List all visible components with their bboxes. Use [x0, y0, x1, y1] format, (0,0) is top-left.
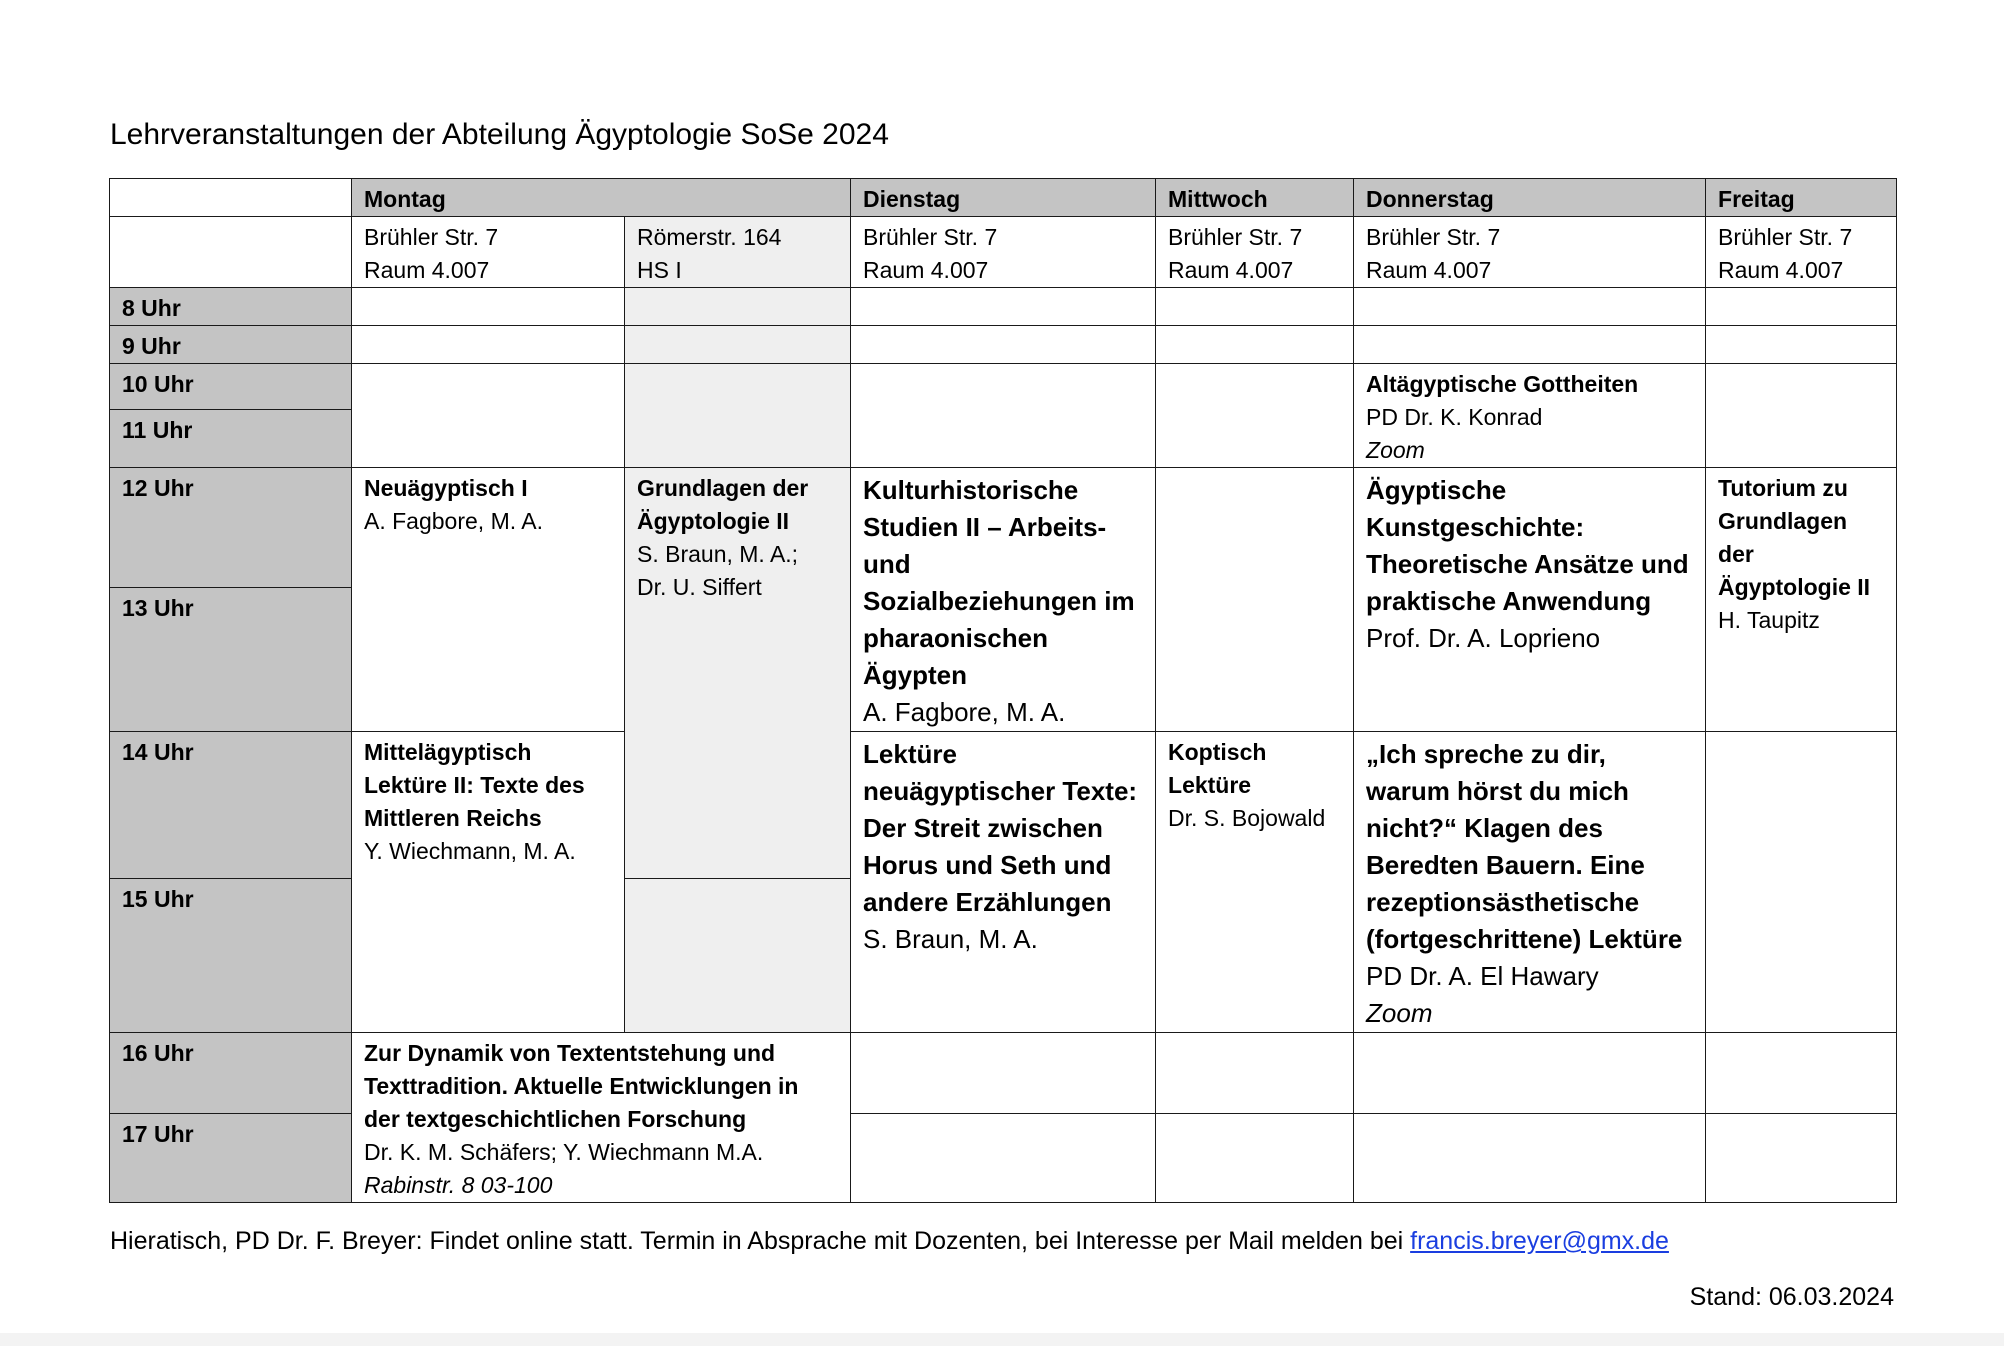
course-title: Kulturhistorische — [863, 475, 1079, 505]
course-lecturer: Dr. S. Bojowald — [1168, 805, 1326, 831]
course-lecturer: S. Braun, M. A.; — [637, 541, 799, 567]
room-street: Brühler Str. 7 — [364, 224, 499, 250]
room-mittwoch — [1156, 217, 1354, 288]
course-location-note: Zoom — [1366, 437, 1425, 463]
room-montag-brühler — [352, 217, 625, 288]
empty-cell — [1156, 326, 1354, 364]
time-label: 10 Uhr — [110, 364, 352, 410]
course-koptisch-lektuere — [1156, 732, 1354, 1033]
schedule-table — [109, 178, 1897, 1203]
corner-cell — [110, 179, 352, 217]
course-lecturer: A. Fagbore, M. A. — [364, 508, 543, 534]
course-neuaegyptisch-i — [352, 468, 625, 732]
empty-cell — [1354, 1114, 1706, 1203]
course-title: Studien II – Arbeits- — [863, 512, 1107, 542]
course-title: neuägyptischer Texte: — [863, 776, 1138, 806]
course-title: der — [1718, 541, 1754, 567]
course-lecturer: A. Fagbore, M. A. — [863, 697, 1066, 727]
course-title: Ägyptische — [1366, 475, 1507, 505]
empty-cell — [851, 364, 1156, 468]
course-title: Grundlagen — [1718, 508, 1848, 534]
empty-cell — [1156, 364, 1354, 468]
course-zur-dynamik-von-textentstehung — [352, 1033, 851, 1203]
page-bottom-band — [0, 1333, 2004, 1346]
course-title: „Ich spreche zu dir, — [1366, 739, 1606, 769]
course-title: Lektüre II: Texte des — [364, 772, 585, 798]
empty-cell — [352, 326, 625, 364]
time-label: 13 Uhr — [110, 588, 352, 732]
room-street: Brühler Str. 7 — [1366, 224, 1501, 250]
time-row-8 — [110, 288, 1897, 326]
day-header-dienstag: Dienstag — [851, 179, 1156, 217]
course-lecturer: Y. Wiechmann, M. A. — [364, 838, 576, 864]
time-label: 8 Uhr — [110, 288, 352, 326]
room-street: Römerstr. 164 — [637, 224, 782, 250]
course-grundlagen-aegyptologie-ii — [625, 468, 851, 879]
course-title: Tutorium zu — [1718, 475, 1848, 501]
course-title: nicht?“ Klagen des — [1366, 813, 1603, 843]
time-label: 9 Uhr — [110, 326, 352, 364]
course-kulturhistorische-studien-ii — [851, 468, 1156, 732]
room-donnerstag — [1354, 217, 1706, 288]
room-freitag — [1706, 217, 1897, 288]
empty-cell — [1156, 1033, 1354, 1114]
room-number: Raum 4.007 — [364, 257, 490, 283]
footnote-hieratisch — [110, 1224, 1669, 1258]
room-street: Brühler Str. 7 — [1718, 224, 1853, 250]
empty-cell — [1156, 288, 1354, 326]
empty-cell — [1156, 468, 1354, 732]
course-lecturer: Dr. U. Siffert — [637, 574, 762, 600]
course-lecturer: Dr. K. M. Schäfers; Y. Wiechmann M.A. — [364, 1139, 764, 1165]
course-title: andere Erzählungen — [863, 887, 1112, 917]
course-lecturer: S. Braun, M. A. — [863, 924, 1038, 954]
day-header-freitag: Freitag — [1706, 179, 1897, 217]
course-lektuere-neuaegyptischer-texte — [851, 732, 1156, 1033]
corner-cell — [110, 217, 352, 288]
course-title: Lektüre — [863, 739, 957, 769]
course-lecturer: PD Dr. A. El Hawary — [1366, 961, 1599, 991]
time-label: 14 Uhr — [110, 732, 352, 879]
time-label: 17 Uhr — [110, 1114, 352, 1203]
time-row-9 — [110, 326, 1897, 364]
course-title: Ägyptologie II — [637, 508, 790, 534]
course-location-note: Rabinstr. 8 03-100 — [364, 1172, 553, 1198]
course-title: und — [863, 549, 911, 579]
course-tutorium-grundlagen — [1706, 468, 1897, 732]
course-title: Texttradition. Aktuelle Entwicklungen in — [364, 1073, 799, 1099]
course-title: Ägypten — [863, 660, 968, 690]
course-mittelaegyptisch-lektuere-ii — [352, 732, 625, 1033]
empty-cell — [1354, 288, 1706, 326]
empty-cell — [625, 364, 851, 468]
course-title: Neuägyptisch I — [364, 475, 528, 501]
course-aegyptische-kunstgeschichte — [1354, 468, 1706, 732]
room-dienstag — [851, 217, 1156, 288]
day-header-row — [110, 179, 1897, 217]
course-title: Zur Dynamik von Textentstehung und — [364, 1040, 776, 1066]
course-title: Kunstgeschichte: — [1366, 512, 1585, 542]
course-location-note: Zoom — [1366, 998, 1433, 1028]
course-title: (fortgeschrittene) Lektüre — [1366, 924, 1683, 954]
time-label: 12 Uhr — [110, 468, 352, 588]
course-klagen-des-beredten-bauern — [1354, 732, 1706, 1033]
course-title: Lektüre — [1168, 772, 1252, 798]
empty-cell — [851, 288, 1156, 326]
time-row-12 — [110, 468, 1897, 588]
empty-cell — [1706, 732, 1897, 1033]
course-title: rezeptionsästhetische — [1366, 887, 1640, 917]
course-title: warum hörst du mich — [1366, 776, 1629, 806]
room-street: Brühler Str. 7 — [1168, 224, 1303, 250]
stand-date: Stand: 06.03.2024 — [1689, 1283, 1894, 1311]
room-number: Raum 4.007 — [1366, 257, 1492, 283]
day-header-montag: Montag — [352, 179, 851, 217]
time-row-16 — [110, 1033, 1897, 1114]
page-title: Lehrveranstaltungen der Abteilung Ägyptologie SoSe 2024 — [110, 118, 889, 151]
empty-cell — [352, 364, 625, 468]
course-title: Horus und Seth und — [863, 850, 1112, 880]
course-title: der textgeschichtlichen Forschung — [364, 1106, 747, 1132]
time-label: 16 Uhr — [110, 1033, 352, 1114]
room-number: Raum 4.007 — [1168, 257, 1294, 283]
empty-cell — [1706, 288, 1897, 326]
course-title: Beredten Bauern. Eine — [1366, 850, 1645, 880]
empty-cell — [625, 878, 851, 1032]
room-montag-römerstr — [625, 217, 851, 288]
course-title: Mittelägyptisch — [364, 739, 532, 765]
course-title: Theoretische Ansätze und — [1366, 549, 1689, 579]
course-title: Mittleren Reichs — [364, 805, 542, 831]
empty-cell — [1706, 1033, 1897, 1114]
room-number: Raum 4.007 — [863, 257, 989, 283]
time-row-14 — [110, 732, 1897, 879]
course-title: Koptisch — [1168, 739, 1267, 765]
empty-cell — [1706, 1114, 1897, 1203]
course-title: pharaonischen — [863, 623, 1048, 653]
email-link[interactable]: francis.breyer@gmx.de — [1410, 1227, 1669, 1255]
course-lecturer: H. Taupitz — [1718, 607, 1820, 633]
footnote-text: Hieratisch, PD Dr. F. Breyer: Findet online statt. Termin in Absprache mit Dozenten, bei Interesse per Mail melden bei — [110, 1227, 1411, 1255]
empty-cell — [1354, 1033, 1706, 1114]
room-number: HS I — [637, 257, 682, 283]
time-label: 15 Uhr — [110, 878, 352, 1032]
empty-cell — [1354, 326, 1706, 364]
course-title: Grundlagen der — [637, 475, 809, 501]
empty-cell — [1156, 1114, 1354, 1203]
course-lecturer: PD Dr. K. Konrad — [1366, 404, 1543, 430]
empty-cell — [1706, 364, 1897, 468]
course-lecturer: Prof. Dr. A. Loprieno — [1366, 623, 1601, 653]
course-title: Altägyptische Gottheiten — [1366, 371, 1639, 397]
course-title: praktische Anwendung — [1366, 586, 1652, 616]
course-title: Ägyptologie II — [1718, 574, 1871, 600]
day-header-donnerstag: Donnerstag — [1354, 179, 1706, 217]
day-header-mittwoch: Mittwoch — [1156, 179, 1354, 217]
empty-cell — [1706, 326, 1897, 364]
room-header-row — [110, 217, 1897, 288]
course-title: Sozialbeziehungen im — [863, 586, 1135, 616]
empty-cell — [851, 1114, 1156, 1203]
room-number: Raum 4.007 — [1718, 257, 1844, 283]
room-street: Brühler Str. 7 — [863, 224, 998, 250]
time-label: 11 Uhr — [110, 409, 352, 467]
empty-cell — [625, 326, 851, 364]
course-title: Der Streit zwischen — [863, 813, 1103, 843]
empty-cell — [851, 326, 1156, 364]
time-row-10 — [110, 364, 1897, 410]
empty-cell — [352, 288, 625, 326]
empty-cell — [625, 288, 851, 326]
empty-cell — [851, 1033, 1156, 1114]
course-altaegyptische-gottheiten — [1354, 364, 1706, 468]
